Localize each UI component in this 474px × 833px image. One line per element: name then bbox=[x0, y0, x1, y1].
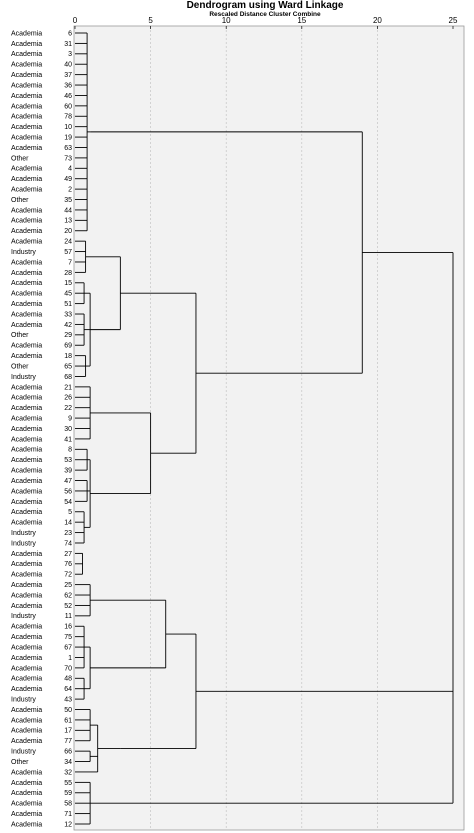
leaf-case-number: 35 bbox=[64, 196, 72, 204]
leaf-case-number: 61 bbox=[64, 717, 72, 725]
leaf-case-number: 78 bbox=[64, 113, 72, 121]
leaf-case-number: 57 bbox=[64, 248, 72, 256]
leaf-case-number: 42 bbox=[64, 321, 72, 329]
leaf-group-label: Academia bbox=[11, 321, 43, 329]
leaf-case-number: 7 bbox=[68, 259, 72, 267]
leaf-case-number: 56 bbox=[64, 488, 72, 496]
leaf-case-number: 77 bbox=[64, 738, 72, 746]
leaf-group-label: Other bbox=[11, 332, 29, 340]
leaf-group-label: Academia bbox=[11, 113, 43, 121]
leaf-group-label: Academia bbox=[11, 134, 43, 142]
leaf-group-label: Academia bbox=[11, 623, 43, 631]
leaf-case-number: 24 bbox=[64, 238, 72, 246]
leaf-case-number: 63 bbox=[64, 144, 72, 152]
leaf-case-number: 28 bbox=[64, 269, 72, 277]
chart-subtitle: Rescaled Distance Cluster Combine bbox=[209, 11, 321, 18]
leaf-case-number: 39 bbox=[64, 467, 72, 475]
leaf-case-number: 49 bbox=[64, 176, 72, 184]
leaf-group-label: Academia bbox=[11, 727, 43, 735]
leaf-case-number: 27 bbox=[64, 550, 72, 558]
leaf-case-number: 4 bbox=[68, 165, 72, 173]
leaf-case-number: 31 bbox=[64, 40, 72, 48]
leaf-group-label: Academia bbox=[11, 384, 43, 392]
leaf-group-label: Academia bbox=[11, 488, 43, 496]
leaf-group-label: Academia bbox=[11, 467, 43, 475]
leaf-case-number: 14 bbox=[64, 519, 72, 527]
leaf-group-label: Academia bbox=[11, 769, 43, 777]
leaf-case-number: 40 bbox=[64, 61, 72, 69]
leaf-case-number: 13 bbox=[64, 217, 72, 225]
leaf-group-label: Academia bbox=[11, 738, 43, 746]
leaf-group-label: Academia bbox=[11, 717, 43, 725]
leaf-group-label: Academia bbox=[11, 550, 43, 558]
leaf-group-label: Other bbox=[11, 196, 29, 204]
leaf-group-label: Academia bbox=[11, 228, 43, 236]
leaf-case-number: 9 bbox=[68, 415, 72, 423]
leaf-group-label: Industry bbox=[11, 529, 36, 537]
leaf-group-label: Academia bbox=[11, 207, 43, 215]
leaf-group-label: Academia bbox=[11, 686, 43, 694]
x-tick-label: 25 bbox=[448, 16, 458, 25]
leaf-group-label: Academia bbox=[11, 290, 43, 298]
leaf-group-label: Industry bbox=[11, 373, 36, 381]
leaf-case-number: 72 bbox=[64, 571, 72, 579]
leaf-case-number: 10 bbox=[64, 124, 72, 132]
leaf-group-label: Academia bbox=[11, 592, 43, 600]
leaf-group-label: Academia bbox=[11, 582, 43, 590]
leaf-group-label: Academia bbox=[11, 72, 43, 80]
leaf-group-label: Academia bbox=[11, 779, 43, 787]
leaf-group-label: Academia bbox=[11, 790, 43, 798]
leaf-case-number: 19 bbox=[64, 134, 72, 142]
leaf-group-label: Academia bbox=[11, 124, 43, 132]
leaf-case-number: 76 bbox=[64, 561, 72, 569]
leaf-case-number: 11 bbox=[64, 613, 72, 621]
leaf-group-label: Academia bbox=[11, 269, 43, 277]
leaf-group-label: Academia bbox=[11, 51, 43, 59]
leaf-group-label: Academia bbox=[11, 311, 43, 319]
leaf-case-number: 64 bbox=[64, 686, 72, 694]
leaf-group-label: Academia bbox=[11, 561, 43, 569]
leaf-case-number: 45 bbox=[64, 290, 72, 298]
leaf-case-number: 75 bbox=[64, 634, 72, 642]
leaf-case-number: 44 bbox=[64, 207, 72, 215]
leaf-group-label: Academia bbox=[11, 519, 43, 527]
leaf-group-label: Academia bbox=[11, 415, 43, 423]
leaf-case-number: 59 bbox=[64, 790, 72, 798]
leaf-labels bbox=[11, 30, 72, 828]
leaf-group-label: Academia bbox=[11, 498, 43, 506]
leaf-group-label: Academia bbox=[11, 92, 43, 100]
leaf-group-label: Academia bbox=[11, 259, 43, 267]
leaf-case-number: 18 bbox=[64, 353, 72, 361]
leaf-group-label: Academia bbox=[11, 301, 43, 309]
plot-area bbox=[74, 26, 464, 830]
leaf-group-label: Academia bbox=[11, 217, 43, 225]
leaf-group-label: Academia bbox=[11, 186, 43, 194]
leaf-case-number: 36 bbox=[64, 82, 72, 90]
leaf-group-label: Academia bbox=[11, 509, 43, 517]
leaf-case-number: 1 bbox=[68, 654, 72, 662]
leaf-group-label: Academia bbox=[11, 353, 43, 361]
leaf-case-number: 43 bbox=[64, 696, 72, 704]
leaf-case-number: 54 bbox=[64, 498, 72, 506]
leaf-case-number: 6 bbox=[68, 30, 72, 38]
leaf-case-number: 50 bbox=[64, 706, 72, 714]
leaf-case-number: 37 bbox=[64, 72, 72, 80]
leaf-case-number: 47 bbox=[64, 477, 72, 485]
leaf-group-label: Academia bbox=[11, 30, 43, 38]
leaf-case-number: 34 bbox=[64, 758, 72, 766]
leaf-case-number: 53 bbox=[64, 457, 72, 465]
leaf-case-number: 51 bbox=[64, 301, 72, 309]
leaf-case-number: 15 bbox=[64, 280, 72, 288]
leaf-group-label: Industry bbox=[11, 696, 36, 704]
leaf-group-label: Academia bbox=[11, 176, 43, 184]
leaf-group-label: Academia bbox=[11, 144, 43, 152]
leaf-group-label: Academia bbox=[11, 82, 43, 90]
leaf-case-number: 12 bbox=[64, 821, 72, 829]
leaf-case-number: 3 bbox=[68, 51, 72, 59]
leaf-group-label: Academia bbox=[11, 634, 43, 642]
leaf-case-number: 67 bbox=[64, 644, 72, 652]
leaf-group-label: Academia bbox=[11, 61, 43, 69]
leaf-group-label: Academia bbox=[11, 238, 43, 246]
leaf-case-number: 68 bbox=[64, 373, 72, 381]
leaf-case-number: 29 bbox=[64, 332, 72, 340]
leaf-case-number: 2 bbox=[68, 186, 72, 194]
x-tick-label: 10 bbox=[221, 16, 231, 25]
x-tick-label: 15 bbox=[297, 16, 307, 25]
leaf-group-label: Academia bbox=[11, 810, 43, 818]
leaf-group-label: Academia bbox=[11, 446, 43, 454]
leaf-case-number: 69 bbox=[64, 342, 72, 350]
leaf-case-number: 55 bbox=[64, 779, 72, 787]
leaf-case-number: 17 bbox=[64, 727, 72, 735]
leaf-case-number: 25 bbox=[64, 582, 72, 590]
leaf-case-number: 16 bbox=[64, 623, 72, 631]
leaf-group-label: Industry bbox=[11, 248, 36, 256]
leaf-group-label: Academia bbox=[11, 342, 43, 350]
leaf-case-number: 26 bbox=[64, 394, 72, 402]
leaf-group-label: Academia bbox=[11, 644, 43, 652]
leaf-case-number: 30 bbox=[64, 425, 72, 433]
leaf-group-label: Academia bbox=[11, 477, 43, 485]
leaf-case-number: 48 bbox=[64, 675, 72, 683]
leaf-case-number: 32 bbox=[64, 769, 72, 777]
leaf-group-label: Academia bbox=[11, 165, 43, 173]
leaf-case-number: 5 bbox=[68, 509, 72, 517]
leaf-group-label: Academia bbox=[11, 457, 43, 465]
leaf-group-label: Industry bbox=[11, 540, 36, 548]
leaf-group-label: Academia bbox=[11, 706, 43, 714]
leaf-group-label: Academia bbox=[11, 436, 43, 444]
leaf-case-number: 46 bbox=[64, 92, 72, 100]
leaf-case-number: 58 bbox=[64, 800, 72, 808]
leaf-case-number: 65 bbox=[64, 363, 72, 371]
x-tick-label: 20 bbox=[372, 16, 382, 25]
leaf-case-number: 62 bbox=[64, 592, 72, 600]
leaf-group-label: Academia bbox=[11, 821, 43, 829]
leaf-case-number: 21 bbox=[64, 384, 72, 392]
leaf-group-label: Academia bbox=[11, 571, 43, 579]
leaf-group-label: Academia bbox=[11, 40, 43, 48]
leaf-case-number: 52 bbox=[64, 602, 72, 610]
leaf-group-label: Academia bbox=[11, 280, 43, 288]
leaf-group-label: Academia bbox=[11, 103, 43, 111]
leaf-case-number: 20 bbox=[64, 228, 72, 236]
leaf-case-number: 60 bbox=[64, 103, 72, 111]
leaf-group-label: Academia bbox=[11, 602, 43, 610]
leaf-group-label: Industry bbox=[11, 748, 36, 756]
x-tick-label: 5 bbox=[148, 16, 153, 25]
leaf-case-number: 71 bbox=[64, 810, 72, 818]
chart-title: Dendrogram using Ward Linkage bbox=[186, 0, 344, 11]
leaf-case-number: 23 bbox=[64, 529, 72, 537]
leaf-case-number: 73 bbox=[64, 155, 72, 163]
leaf-case-number: 8 bbox=[68, 446, 72, 454]
leaf-case-number: 66 bbox=[64, 748, 72, 756]
leaf-group-label: Academia bbox=[11, 665, 43, 673]
leaf-case-number: 74 bbox=[64, 540, 72, 548]
leaf-group-label: Academia bbox=[11, 800, 43, 808]
leaf-group-label: Other bbox=[11, 758, 29, 766]
leaf-group-label: Academia bbox=[11, 394, 43, 402]
leaf-group-label: Academia bbox=[11, 405, 43, 413]
leaf-group-label: Other bbox=[11, 363, 29, 371]
leaf-case-number: 41 bbox=[64, 436, 72, 444]
leaf-group-label: Academia bbox=[11, 654, 43, 662]
leaf-group-label: Industry bbox=[11, 613, 36, 621]
leaf-case-number: 70 bbox=[64, 665, 72, 673]
leaf-group-label: Academia bbox=[11, 675, 43, 683]
leaf-case-number: 22 bbox=[64, 405, 72, 413]
x-tick-label: 0 bbox=[72, 16, 78, 25]
leaf-group-label: Other bbox=[11, 155, 29, 163]
leaf-group-label: Academia bbox=[11, 425, 43, 433]
leaf-case-number: 33 bbox=[64, 311, 72, 319]
